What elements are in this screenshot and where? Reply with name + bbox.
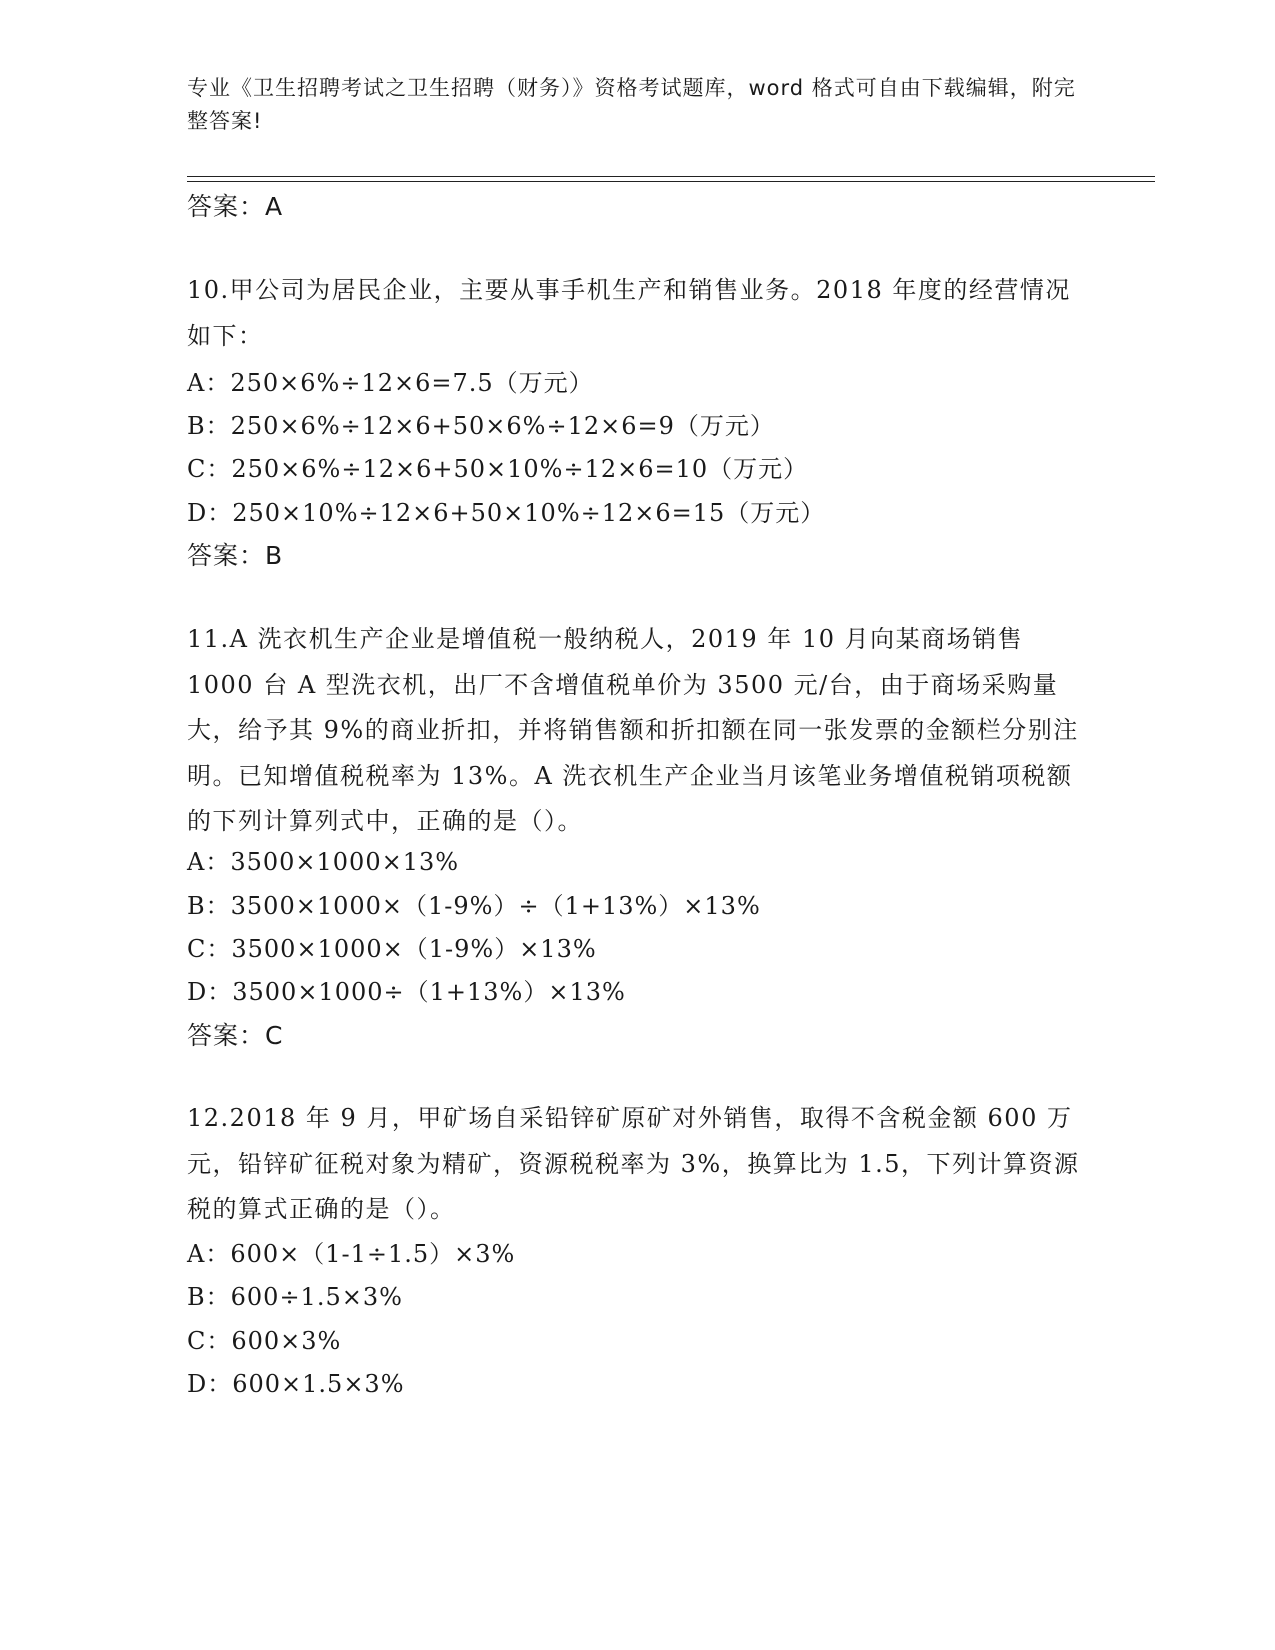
question-11-option-c: C：3500×1000×（1-9%）×13% [187,935,597,963]
question-12-text: 12.2018 年 9 月，甲矿场自采铅锌矿原矿对外销售，取得不含税金额 600 万元，铅锌矿征税对象为精矿，资源税税率为 3%，换算比为 1.5，下列计算资源税的算式正确的是（）。 [187,1104,1080,1223]
question-10-text: 10.甲公司为居民企业，主要从事手机生产和销售业务。2018 年度的经营情况如下： [187,276,1071,350]
question-12-option-b: B：600÷1.5×3% [187,1283,403,1311]
question-11-option-b: B：3500×1000×（1-9%）÷（1+13%）×13% [187,892,761,920]
document-header: 专业《卫生招聘考试之卫生招聘（财务）》资格考试题库，word 格式可自由下载编辑，附完整答案! [187,76,1076,133]
question-11-option-a: A：3500×1000×13% [187,848,460,876]
question-10-option-a: A：250×6%÷12×6=7.5（万元） [187,369,594,397]
question-12-option-c: C：600×3% [187,1327,342,1355]
question-11-text: 11.A 洗衣机生产企业是增值税一般纳税人，2019 年 10 月向某商场销售 1000 台 A 型洗衣机，出厂不含增值税单价为 3500 元/台，由于商场采购量大，给予其 9%的商业折扣，并将销售额和折扣额在同一张发票的金额栏分别注明。已知增值税税率为 13%。A 洗衣机生产企业当月该笔业务增值税销项税额的下列计算列式中，正确的是（）。 [187,625,1079,835]
question-12-option-a: A：600×（1-1÷1.5）×3% [187,1240,516,1268]
question-10-option-b: B：250×6%÷12×6+50×6%÷12×6=9（万元） [187,412,775,440]
question-11-option-d: D：3500×1000÷（1+13%）×13% [187,978,626,1006]
header-divider-top [187,176,1155,177]
header-divider-bottom [187,181,1155,182]
previous-answer: 答案：A [187,192,284,221]
question-10-answer: 答案：B [187,541,284,570]
question-10-option-c: C：250×6%÷12×6+50×10%÷12×6=10（万元） [187,455,809,483]
question-12-option-d: D：600×1.5×3% [187,1370,405,1398]
question-10-option-d: D：250×10%÷12×6+50×10%÷12×6=15（万元） [187,499,826,527]
question-11-answer: 答案：C [187,1021,284,1050]
